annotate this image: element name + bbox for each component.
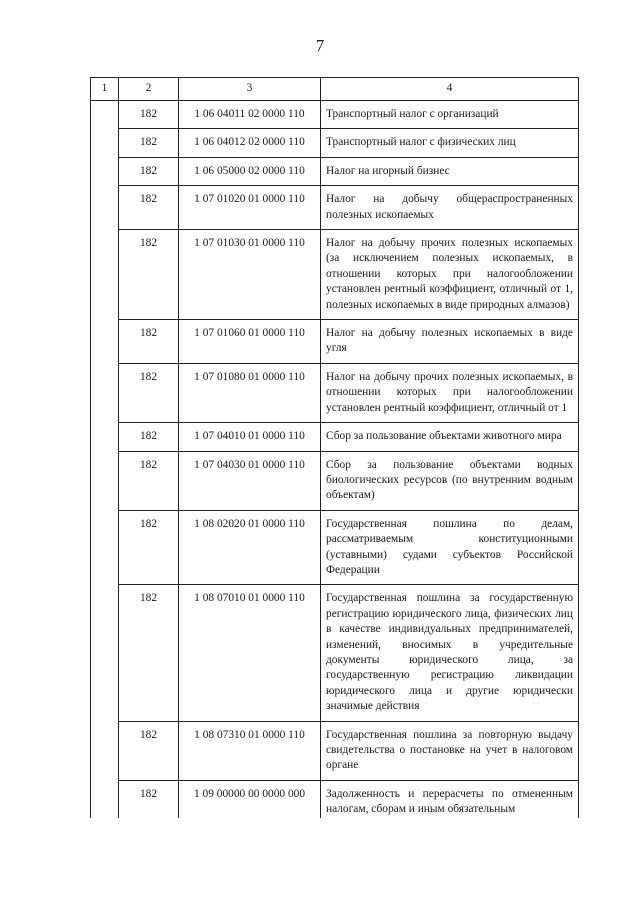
admin-code-cell: 182 [119, 363, 179, 422]
table-row [91, 363, 579, 422]
revenue-name-cell: Налог на добычу прочих полезных ископаемых (за исключением полезных ископаемых, в отношении которых при налогообложении установлен рентный коэффициент, отличный от 1, полезных ископаемых в виде природных алмазов) [321, 230, 579, 320]
table-row [91, 423, 579, 451]
admin-code-cell: 182 [119, 510, 179, 585]
revenue-code-cell: 1 07 01060 01 0000 110 [179, 320, 321, 364]
revenue-code-cell: 1 08 02020 01 0000 110 [179, 510, 321, 585]
admin-code-cell: 182 [119, 585, 179, 721]
table-row [91, 585, 579, 721]
admin-code-cell: 182 [119, 320, 179, 364]
revenue-code-cell: 1 07 01030 01 0000 110 [179, 230, 321, 320]
revenue-code-cell: 1 06 04011 02 0000 110 [179, 101, 321, 129]
table-row [91, 230, 579, 320]
column-header-3: 3 [179, 78, 321, 101]
admin-code-cell: 182 [119, 721, 179, 780]
revenue-code-cell: 1 06 04012 02 0000 110 [179, 129, 321, 157]
table-header-row [91, 78, 579, 101]
admin-code-cell: 182 [119, 157, 179, 185]
revenue-name-cell: Сбор за пользование объектами животного мира [321, 423, 579, 451]
admin-code-cell: 182 [119, 129, 179, 157]
table-row [91, 186, 579, 230]
admin-code-cell: 182 [119, 186, 179, 230]
admin-code-cell: 182 [119, 230, 179, 320]
revenue-code-cell: 1 08 07010 01 0000 110 [179, 585, 321, 721]
revenue-codes-table [90, 77, 579, 818]
revenue-name-cell: Задолженность и перерасчеты по отмененным налогам, сборам и иным обязательным [321, 780, 579, 817]
revenue-name-cell: Государственная пошлина по делам, рассматриваемым конституционными (уставными) судами субъектов Российской Федерации [321, 510, 579, 585]
revenue-code-cell: 1 08 07310 01 0000 110 [179, 721, 321, 780]
revenue-name-cell: Транспортный налог с физических лиц [321, 129, 579, 157]
table-row [91, 451, 579, 510]
table-row [91, 157, 579, 185]
revenue-name-cell: Налог на добычу общераспространенных полезных ископаемых [321, 186, 579, 230]
revenue-name-cell: Государственная пошлина за государственную регистрацию юридического лица, физических лиц в качестве индивидуальных предпринимателей, изменений, вносимых в учредительные документы юридического лица, за государственную регистрацию ликвидации юридического лица и другие юридически значимые действия [321, 585, 579, 721]
column-1-cell [91, 101, 119, 818]
table-row [91, 721, 579, 780]
admin-code-cell: 182 [119, 451, 179, 510]
revenue-name-cell: Налог на игорный бизнес [321, 157, 579, 185]
table-row [91, 129, 579, 157]
admin-code-cell: 182 [119, 423, 179, 451]
revenue-code-cell: 1 07 04030 01 0000 110 [179, 451, 321, 510]
column-header-2: 2 [119, 78, 179, 101]
revenue-code-cell: 1 06 05000 02 0000 110 [179, 157, 321, 185]
revenue-name-cell: Налог на добычу прочих полезных ископаемых, в отношении которых при налогообложении установлен рентный коэффициент, отличный от 1 [321, 363, 579, 422]
table-body [91, 101, 579, 818]
column-header-4: 4 [321, 78, 579, 101]
admin-code-cell: 182 [119, 780, 179, 817]
table-row [91, 510, 579, 585]
table-row [91, 780, 579, 817]
revenue-name-cell: Налог на добычу полезных ископаемых в виде угля [321, 320, 579, 364]
admin-code-cell: 182 [119, 101, 179, 129]
revenue-name-cell: Транспортный налог с организаций [321, 101, 579, 129]
revenue-code-cell: 1 07 01080 01 0000 110 [179, 363, 321, 422]
revenue-name-cell: Сбор за пользование объектами водных биологических ресурсов (по внутренним водным объектам) [321, 451, 579, 510]
table-row [91, 320, 579, 364]
column-header-1: 1 [91, 78, 119, 101]
revenue-code-cell: 1 09 00000 00 0000 000 [179, 780, 321, 817]
revenue-code-cell: 1 07 01020 01 0000 110 [179, 186, 321, 230]
revenue-code-cell: 1 07 04010 01 0000 110 [179, 423, 321, 451]
page-number: 7 [315, 36, 325, 55]
revenue-name-cell: Государственная пошлина за повторную выдачу свидетельства о постановке на учет в налоговом органе [321, 721, 579, 780]
table-row [91, 101, 579, 129]
